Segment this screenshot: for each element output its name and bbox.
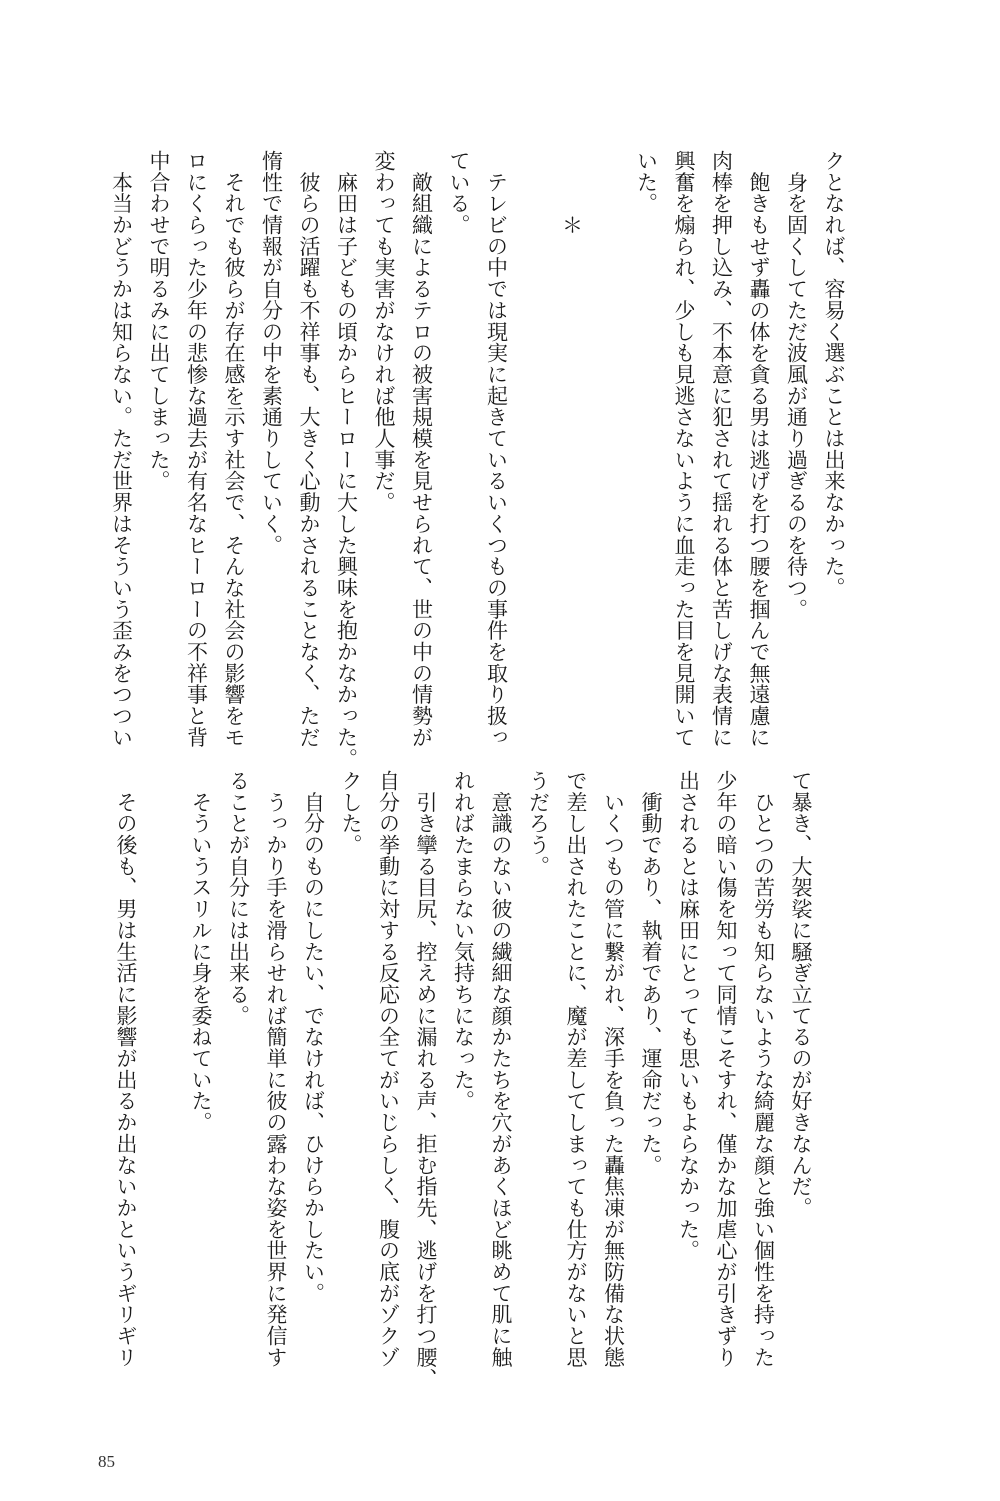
text-line: テレビの中では現実に起きているいくつもの事件を取り扱っ	[484, 150, 509, 748]
text-line: 少年の暗い傷を知って同情こそすれ、僅かな加虐心が引きずり	[714, 770, 738, 1368]
text-line: で差し出されたことに、魔が差してしまっても仕方がないと思	[564, 770, 588, 1368]
text-line: クした。	[339, 770, 363, 856]
text-line: れればたまらない気持ちになった。	[451, 770, 476, 1112]
text-line: 変わっても実害がなければ他人事だ。	[372, 150, 396, 513]
text-line: クとなれば、容易く選ぶことは出来なかった。	[822, 150, 846, 599]
text-line: いくつもの管に繋がれ、深手を負った轟焦凍が無防備な状態	[601, 770, 626, 1368]
text-line: 彼らの活躍も不祥事も、大きく心動かされることなく、ただ	[297, 150, 321, 748]
text-line: ることが自分には出来る。	[226, 770, 251, 1027]
text-line: ている。	[447, 150, 471, 236]
text-line: 出されるとは麻田にとっても思いもよらなかった。	[676, 770, 701, 1262]
text-line: 中合わせで明るみに出てしまった。	[147, 150, 171, 492]
text-line: 本当かどうかは知らない。ただ世界はそういう歪みをつつい	[109, 150, 134, 748]
text-line: て暴き、大袈裟に騒ぎ立てるのが好きなんだ。	[789, 770, 813, 1219]
page-number: 85	[98, 1452, 115, 1471]
text-line: その後も、男は生活に影響が出るか出ないかというギリギリ	[114, 770, 138, 1368]
text-line: 衝動であり、執着であり、運命だった。	[639, 770, 663, 1176]
text-line: 身を固くしてただ波風が通り過ぎるのを待つ。	[784, 150, 809, 620]
text-line: 肉棒を押し込み、不本意に犯されて揺れる体と苦しげな表情に	[709, 150, 734, 748]
text-line: 麻田は子どもの頃からヒーローに大した興味を抱かなかった。	[334, 150, 359, 770]
text-line: そういうスリルに身を委ねていた。	[189, 770, 213, 1133]
text-line: 引き攣る目尻、控えめに漏れる声、拒む指先、逃げを打つ腰、	[414, 770, 438, 1390]
text-line: いた。	[634, 150, 659, 215]
text-line: 興奮を煽られ、少しも見逃さないように血走った目を見開いて	[672, 150, 696, 748]
text-line: ＊	[559, 150, 584, 236]
text-line: ひとつの苦労も知らないような綺麗な顔と強い個性を持った	[751, 770, 776, 1368]
text-line	[144, 770, 182, 1400]
text-line: 飽きもせず轟の体を貪る男は逃げを打つ腰を掴んで無遠慮に	[747, 150, 771, 748]
text-line: うだろう。	[526, 770, 551, 877]
text-line: 自分のものにしたい、でなければ、ひけらかしたい。	[301, 770, 326, 1304]
text-line	[590, 150, 628, 730]
text-line: それでも彼らが存在感を示す社会で、そんな社会の影響をモ	[222, 150, 246, 748]
upper-text-block	[102, 150, 852, 770]
text-line: ロにくらった少年の悲惨な過去が有名なヒーローの不祥事と背	[184, 150, 209, 748]
text-line: 惰性で情報が自分の中を素通りしていく。	[259, 150, 284, 556]
text-line: 意識のない彼の繊細な顔かたちを穴があくほど眺めて肌に触	[489, 770, 513, 1368]
text-line: 敵組織によるテロの被害規模を見せられて、世の中の情勢が	[409, 150, 434, 748]
text-line	[515, 150, 553, 730]
text-line: 自分の挙動に対する反応の全てがいじらしく、腹の底がゾクゾ	[376, 770, 401, 1368]
text-line: うっかり手を滑らせれば簡単に彼の露わな姿を世界に発信す	[264, 770, 288, 1368]
lower-text-block	[107, 770, 820, 1400]
